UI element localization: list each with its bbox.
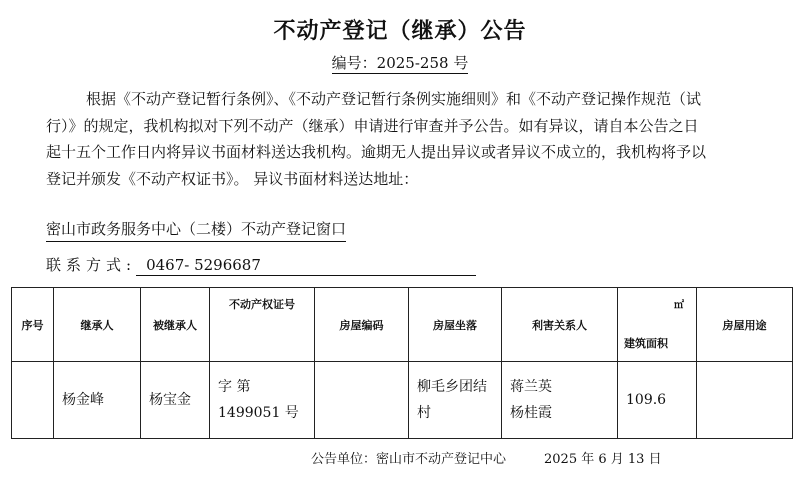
header-location: 房屋坐落 (409, 288, 502, 362)
header-usage: 房屋用途 (697, 288, 793, 362)
cell-heir: 杨金峰 (54, 362, 141, 439)
document-number-text: 编号：2025-258 号 (331, 54, 469, 72)
interested-party: 蒋兰英 (510, 379, 552, 395)
contact-phone: 0467- 5296687 (136, 256, 476, 276)
cell-decedent: 杨宝金 (141, 362, 210, 439)
notice-title: 不动产登记（继承）公告 (273, 18, 527, 44)
table-row (12, 362, 793, 439)
header-seq: 序号 (12, 288, 54, 362)
header-cert-no: 不动产权证号 (210, 288, 315, 362)
registration-table (11, 287, 793, 439)
objection-address-text: 密山市政务服务中心（二楼）不动产登记窗口 (46, 220, 346, 242)
cell-seq (12, 362, 54, 439)
header-interested: 利害关系人 (502, 288, 618, 362)
cell-interested (502, 362, 618, 439)
document-number (0, 52, 800, 73)
issuing-unit: 公告单位：密山市不动产登记中心 (311, 452, 507, 467)
body-line: 根据《不动产登记暂行条例》、《不动产登记暂行条例实施细则》和《不动产登记操作规范（试 (86, 90, 702, 108)
header-house-code: 房屋编码 (315, 288, 409, 362)
header-heir: 继承人 (54, 288, 141, 362)
interested-party: 杨桂霞 (510, 405, 552, 421)
objection-address (46, 218, 346, 239)
cell-location: 柳毛乡团结村 (409, 362, 502, 439)
cell-house-code (315, 362, 409, 439)
issue-date: 2025 年 6 月 13 日 (544, 452, 662, 467)
contact-info (46, 254, 476, 276)
notice-footer (311, 448, 662, 467)
table-header-row (12, 288, 793, 362)
notice-body (46, 86, 758, 192)
body-line: 起十五个工作日内将异议书面材料送达我机构。逾期无人提出异议或者异议不成立的，我机构将予以 (46, 143, 707, 161)
area-unit: ㎡ (674, 300, 684, 311)
header-area (618, 288, 697, 362)
cell-cert-no: 字 第 1499051 号 (210, 362, 315, 439)
body-line: 登记并颁发《不动产权证书》。 异议书面材料送达地址： (46, 169, 419, 188)
cell-area: 109.6 (618, 362, 697, 439)
contact-label: 联系方式: (46, 256, 137, 274)
cell-usage (697, 362, 793, 439)
body-line: 行）》的规定，我机构拟对下列不动产（继承）申请进行审查并予公告。如有异议，请自本公告之日 (46, 116, 699, 135)
area-label: 建筑面积 (624, 337, 668, 350)
header-decedent: 被继承人 (141, 288, 210, 362)
